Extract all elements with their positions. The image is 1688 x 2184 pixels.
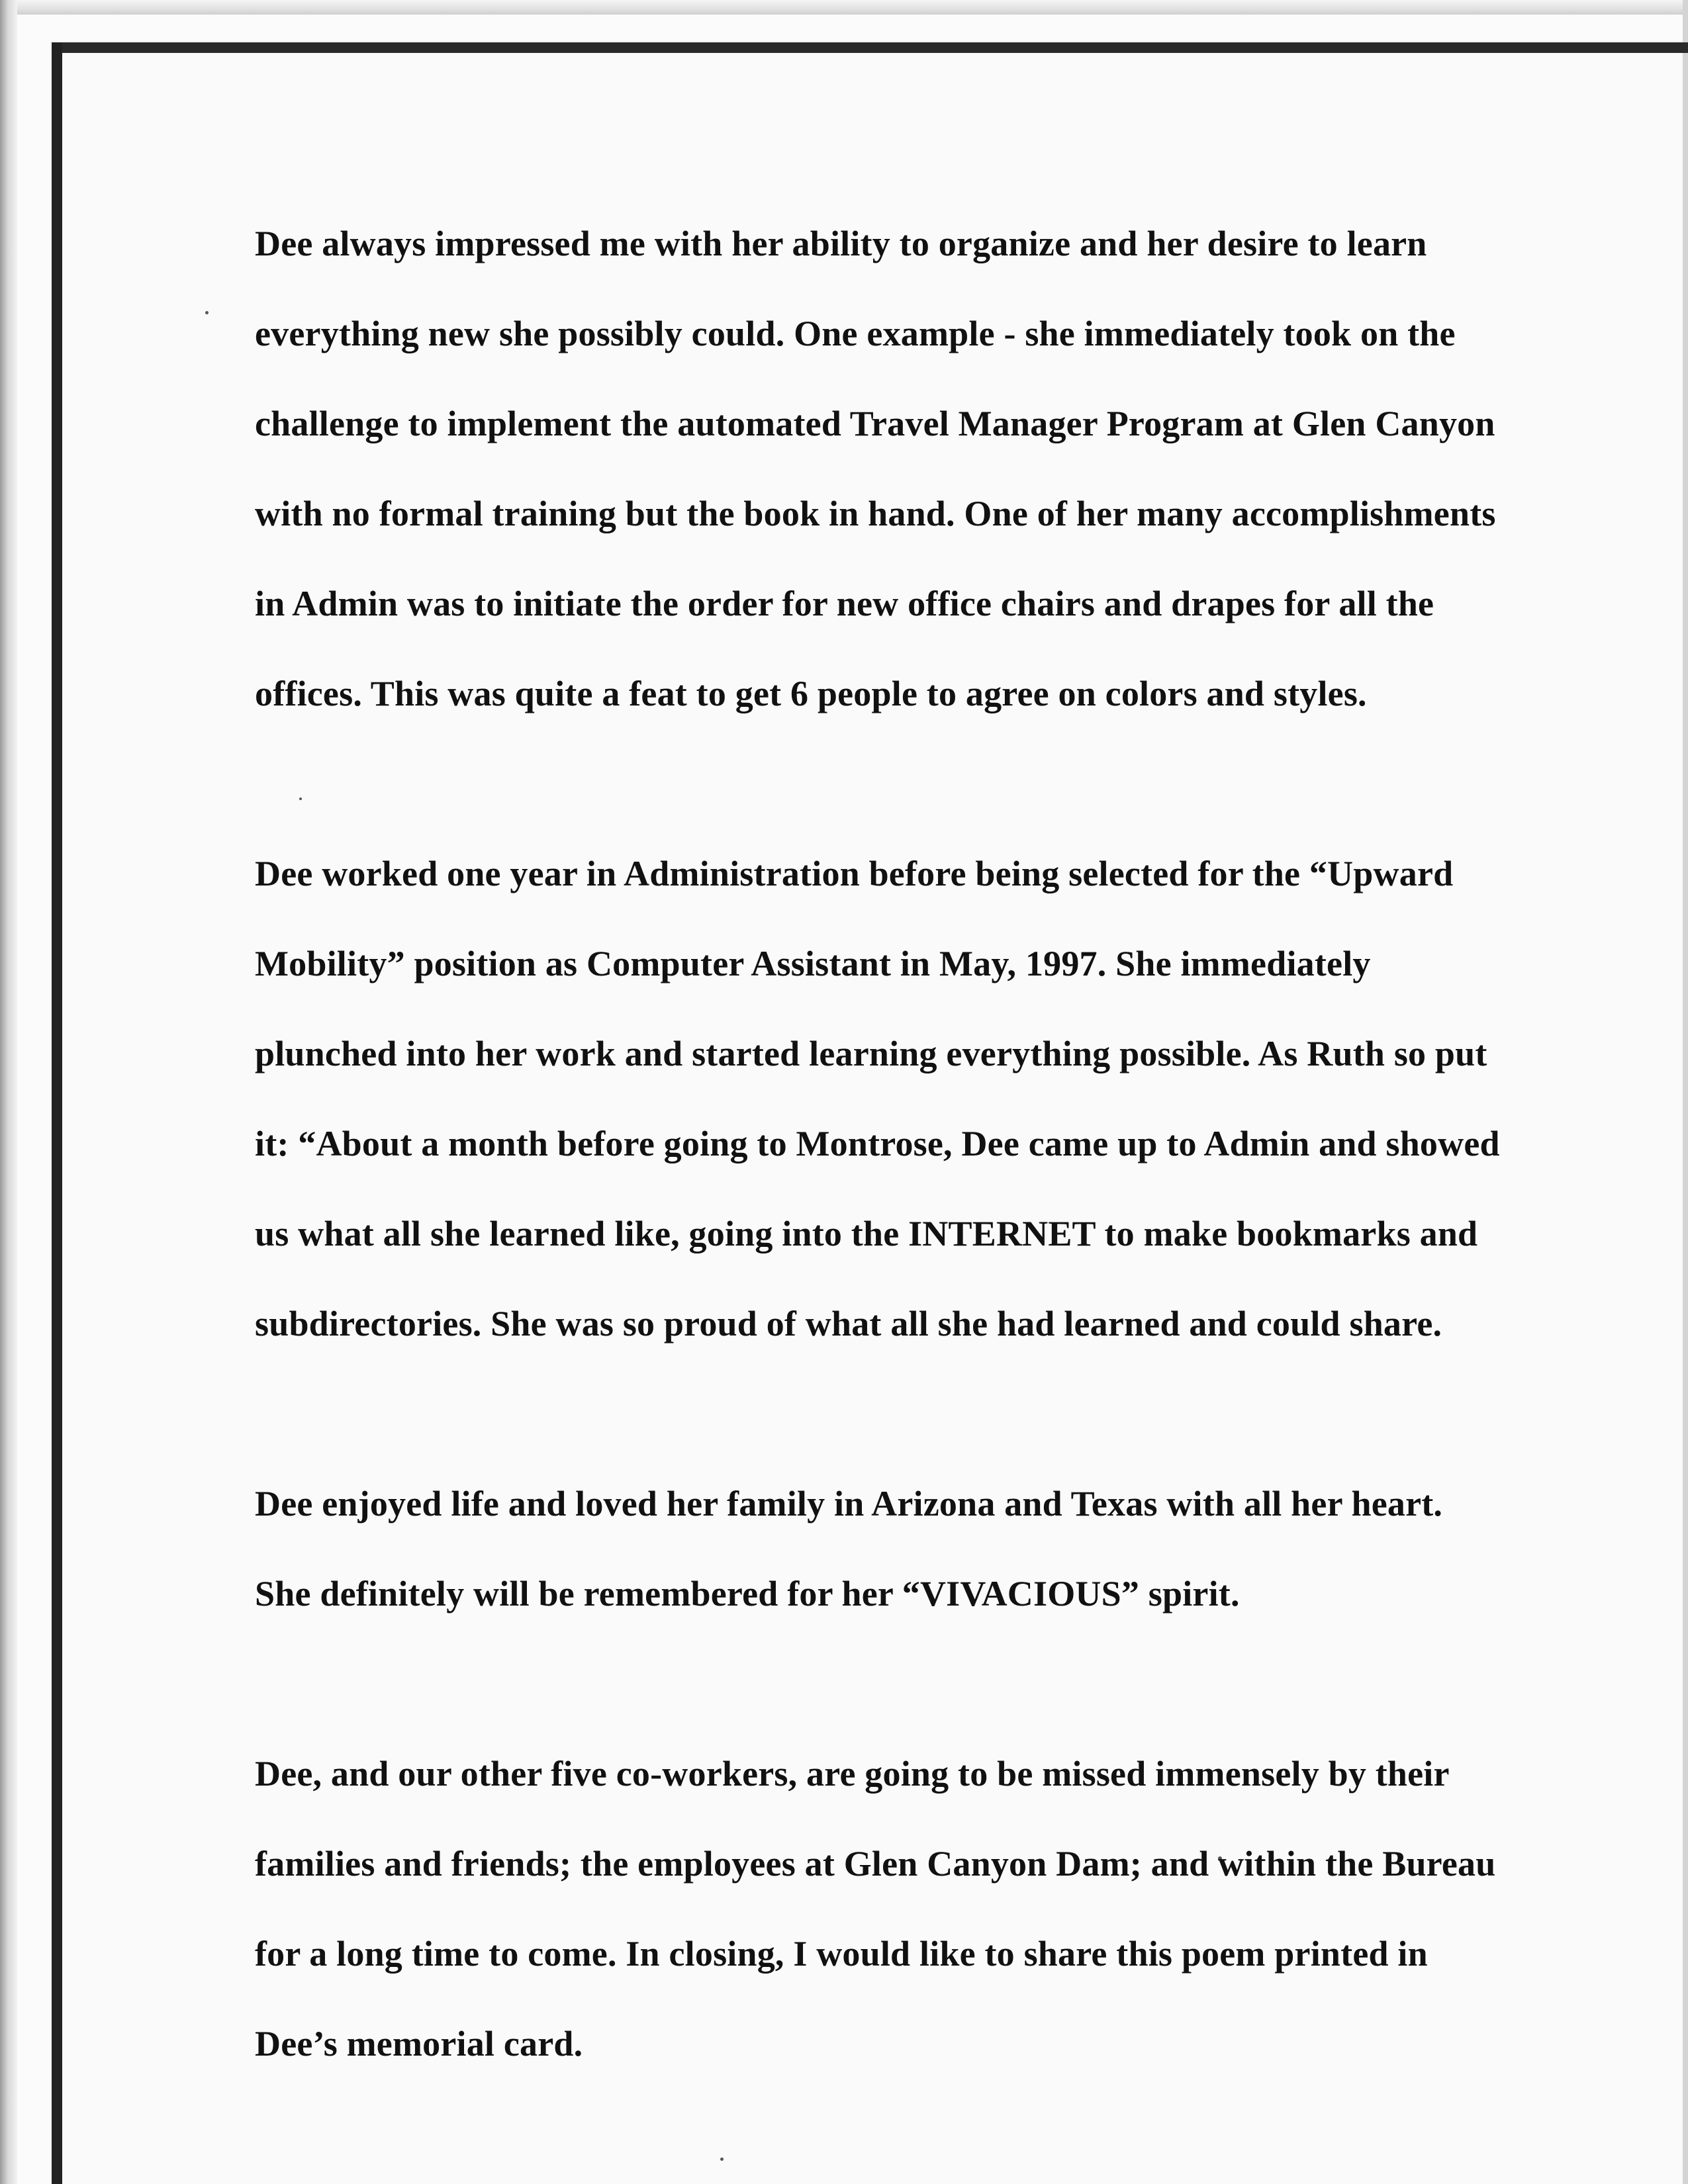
scan-left-edge (0, 0, 17, 2184)
paragraph-family: Dee enjoyed life and loved her family in Arizona and Texas with all her heart. She definitely will be remembered for her “VIVACIOUS” spirit. (255, 1484, 1443, 1614)
scan-speck (205, 311, 209, 314)
paragraph-organize: Dee always impressed me with her ability to organize and her desire to learn everything new she possibly could. One example - she immediately took on the challenge to implement the automated Travel Manager Program at Glen Canyon with no formal training but the book in hand. One of her many accomplishments in Admin was to initiate the order for new office chairs and drapes for all the offices. This was quite a feat to get 6 people to agree on colors and styles. (255, 224, 1496, 713)
scan-speck (720, 2158, 724, 2161)
scan-top-edge (0, 0, 1688, 15)
page-border-top (52, 42, 1688, 53)
paragraph-upward-mobility: Dee worked one year in Administration before being selected for the “Upward Mobility” position as Computer Assistant in May, 1997. She immediately plunched into her work and started learning everything possible. As Ruth so put it: “About a month before going to Montrose, Dee came up to Admin and showed us what all she learned like, going into the INTERNET to make bookmarks and subdirectories. She was so proud of what all she had learned and could share. (255, 854, 1500, 1343)
memorial-text-body (255, 199, 1632, 2089)
paragraph-closing: Dee, and our other five co-workers, are going to be missed immensely by their families and friends; the employees at Glen Canyon Dam; and within the Bureau for a long time to come. In closing, I would like to share this poem printed in Dee’s memorial card. (255, 1754, 1496, 2064)
scan-right-edge (1683, 0, 1688, 2184)
page-border-left (52, 42, 62, 2184)
